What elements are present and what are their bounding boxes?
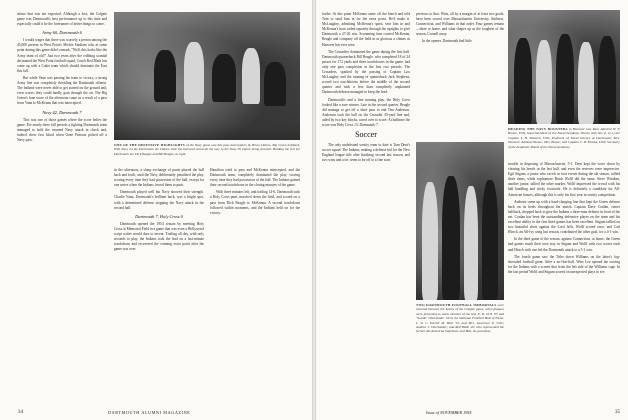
left-page <box>0 0 312 420</box>
caption-text: in Hanover was Rear Admiral W. F. Boone, USN, Superintendent of the Naval Academy. Shown with him (l. to r.) are Captain T. H. Tomsich, USN, Professor of Naval Science at Dartmouth; Mrs. Tomsich; Admiral Boone; Mrs. Boone; and Captain C. B. Brooks, USN, Secretary of the Academic Board of the Naval Academy. <box>508 127 620 149</box>
section-subhead-navy: Navy 42, Dartmouth 7 <box>42 109 82 115</box>
navy-photo-caption <box>114 143 300 156</box>
football-immortals-caption <box>416 303 504 334</box>
paragraph: With three minutes left, and trailing 14-0, Dartmouth took a Holy Cross punt, marched down the field, and scored on a pass from Dick Beagle to McKenna. A second touchdown followed within moments, and the Indians held on for the victory. <box>210 190 300 215</box>
caption-label: TWO DARTMOUTH FOOTBALL IMMORTALS <box>416 303 497 307</box>
caption-text: were honored between the halves of the Colgate game, when plaques were presented to mark election of the late E. R. Orth '03 and "Swede" Oberlander '26 to the National Football Hall of Fame. L. to r.: Everett M. Hall '13, and Mrs. Lawrence E. Orth; Andrew J. Oberlander; and Red Blaik '20, who represented the former All-American half-back, and Bob, his grandson. <box>416 303 504 334</box>
right-page-number: 35 <box>615 410 620 415</box>
paragraph: Dartmouth played well but Navy showed their strength. Charlie Vann, Dartmouth's brilliant back, was a bright spot, with a determined defense stopping the Navy attack in the second half. <box>114 190 204 210</box>
caption-label: HEADING THE NAVY BOOSTERS <box>508 127 568 131</box>
paragraph: Hamilton tried to pass and McKenna intercepted, and the Dartmouth team, completely dominated the play, scoring every time they had possession of the ball. The Indians gained their second touchdown in the closing minutes of the game. <box>210 168 300 188</box>
caption-label: ONE OF THE DEFENSIVE HIGHLIGHTS <box>114 143 185 147</box>
navy-game-photo <box>114 12 300 140</box>
magazine-title: DARTMOUTH ALUMNI MAGAZINE <box>108 410 191 415</box>
navy-boosters-photo <box>508 10 620 124</box>
paragraph: In the third game of the season, against Connecticut, at home, the Green had games much their own way in Stigum and Wolff with two scores each and Hirsch with one led the Dartmouth attack to a 5-1 win. <box>508 237 620 252</box>
paragraph: previous to that. Wins, all by a margin of at least two goals, have been scored over Massachusetts University, Amherst, Connecticut, and Williams in that order. Four games remain—three at home, and what shapes up as the toughest of the season, Cornell away. <box>416 12 504 37</box>
section-subhead-army: Army 60, Dartmouth 6 <box>42 30 82 36</box>
paragraph: Amherst came up with a hard-charging line that kept the Green defense back on its heels throughout the match. Captain Dave Conlan, center halfback, dropped back to give the Indians a three-man defense in front of the net. Conlan has been the outstanding defensive player on the team and his excellent ability in the first three games has been excellent. Stigum tallied on two beautiful shots against the Lord Jeffs, Wolff scored once, and Carl Hirsch, an All-Ivy wing last season, contributed the other goal, for a 4-1 win. <box>508 199 620 235</box>
paragraph: I would wager that there was scarcely a person among the 45,000 present in West Point's Michie Stadium who at some point during this game didn't remark, "Well, this looks like the Army team of old!" Just two years after the cribbing scandal decimated the West Point football squad, Coach Red Blaik has come up with a Cadet team which should dominate the East this fall. <box>17 38 107 73</box>
section-subhead-holy-cross: Dartmouth 7, Holy Cross 0 <box>135 213 183 219</box>
paragraph: trouble in disposing of Massachusetts, 5-1. Dent kept the score down by clearing his bench in the last half, and even the reserves were impressive. Egil Stigum, a junior who excels in four events during the ski season, tallied three times, while sophomore Butch Wolff did the same. Steve Windom, another junior, tallied the other marker. Wolff impressed the crowd with his ball handling and tricky footwork. He is definitely a candidate for All-American honors, although this is only his first year in varsity competition. <box>508 162 620 197</box>
paragraph: forthe. At this point McKenna came off the bench and told Tom to send him in for the extra point. He'd make it. McLaughry, admitting McKenna's spirit, sent him in and McKenna's boot sailed squarely through the uprights to give Dartmouth a 27-26 win. Screaming fans carried McKenna, Beagle and company off the field in as glorious a climax as Hanover has ever seen. <box>322 12 410 47</box>
right-column-3 <box>508 162 620 402</box>
paragraph: In the opener, Dartmouth had little <box>422 39 472 44</box>
right-column-1 <box>322 12 410 402</box>
left-column-2 <box>114 168 204 404</box>
right-column-2 <box>416 12 504 136</box>
left-column-3 <box>210 168 300 404</box>
football-immortals-photo <box>416 142 504 300</box>
paragraph: in the afternoon; a sharp exchange of punts played the ball back and forth, until the Navy deliberately penalized the play, scoring every time they had possession of the ball, except for one series when the Indians forced them to punt. <box>114 168 204 188</box>
paragraph: stitute that was not expected. Although a loss, the Colgate game was Dartmouth's best performance up to this time and especially could it be the forerunner of better things to come. <box>17 12 107 27</box>
paragraph: The fourth game saw the Tribe down Williams on the latter's fog-shrouded football grant. After a no-first-half. Wins Lee opened the scoring for the Indians with a screen shot from the left side of the Williams cage. In the last period Wolff and Stigum scored on unexpected plays to see <box>508 254 620 274</box>
paragraph: This was one of those games where the score belies the game. For nearly three full periods a fighting Dartmouth team managed to hold the vaunted Navy attack in check and, indeed, drew first blood when Gene Pearson picked off a Navy pass. <box>17 117 107 142</box>
paragraph: The only undefeated varsity team to date is Tom Dent's soccer squad. The Indians, making a defense bid for the New England league title after finishing second last season, and two wins and a tie, seem to be off to a fine start. <box>322 143 410 163</box>
left-column-1 <box>17 12 107 404</box>
paragraph: Dartmouth's and a fine running play, the Holy Cross looked like a sure winner. Late in the second quarter, Beagle did manage to get off a short pass to end Tim Anderson. Anderson took the ball on the Crusader 45-yard line and, aided by two key blocks, raced over to score. At halftime the score was Holy Cross 13, Dartmouth 7. <box>322 97 410 127</box>
left-page-number: 34 <box>18 410 23 415</box>
paragraph: The Crusaders dominated the game during the first half. Dartmouth quarterback Bill Beagle, who completed 18 of 24 passes for 172 yards and three touchdowns in the game, had only one pass completion in the first two periods. The Crusaders, sparked by the passing of Captain Lou McLaughry and the running of quarterback Jack Stephens, scored two touchdowns before the middle of the second quarter and with a less than completely unplanned Dartmouth defense managed to keep the lead. <box>322 49 410 95</box>
issue-label: Issue of NOVEMBER 1954 <box>426 410 472 415</box>
right-page <box>316 0 628 420</box>
soccer-heading: Soccer <box>355 130 377 140</box>
navy-boosters-caption <box>508 127 620 149</box>
paragraph: Dartmouth opened the 1954 season by meeting Holy Cross at Memorial Field in a game that was even a Hollywood script writer would dare to invent. Trailing all day, with only seconds to play, the Indians took the lead on a last-minute touchdown and recovered the winning extra point after the game was over. <box>114 221 204 252</box>
paragraph: But while Vann was passing his team to victory, a strong Army line was completely throttling the Dartmouth offense. The Indians were never able to get started on the ground and, even worse, they could hardly gain through the air. The Big Green's lone score of the afternoon came as a result of a pass from Vann to McKenna that was intercepted. <box>17 75 107 106</box>
caption-text: of the Navy game was this pass interception by Bruce Dalton, Big Green halfback. With Navy on the Dartmouth 40, Dalton stole the ball and raced all the way to the Navy 30 before being downed. Holding the fort for Dartmouth are Dick Beagle and Bill Beagle, at right. <box>114 143 300 156</box>
